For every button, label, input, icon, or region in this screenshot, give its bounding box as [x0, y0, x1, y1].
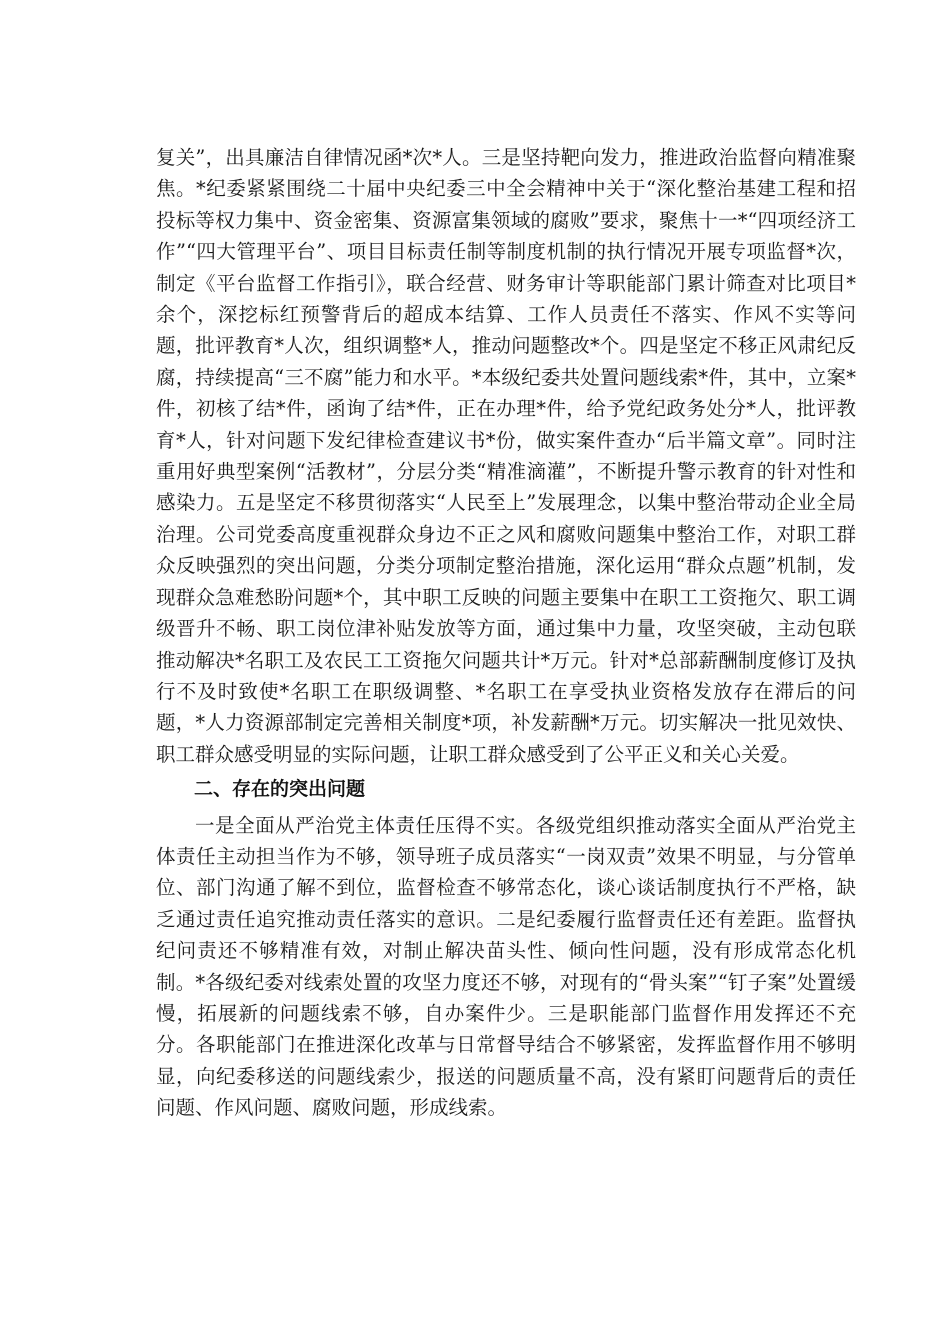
body-paragraph-problems: 一是全面从严治党主体责任压得不实。各级党组织推动落实全面从严治党主体责任主动担当作为不够，领导班子成员落实“一岗双责”效果不明显，与分管单位、部门沟通了解不到位，监督检查不够常态化，谈心谈话制度执行不严格，缺乏通过责任追究推动责任落实的意识。二是纪委履行监督责任还有差距。监督执纪问责还不够精准有效，对制止解决苗头性、倾向性问题，没有形成常态化机制。*各级纪委对线索处置的攻坚力度还不够，对现有的“骨头案”“钉子案”处置缓慢，拓展新的问题线索不够，自办案件少。三是职能部门监督作用发挥还不充分。各职能部门在推进深化改革与日常督导结合不够紧密，发挥监督作用不够明显，向纪委移送的问题线索少，报送的问题质量不高，没有紧盯问题背后的责任问题、作风问题、腐败问题，形成线索。: [156, 813, 856, 1120]
body-paragraph-continuation: 复关”，出具廉洁自律情况函*次*人。三是坚持靶向发力，推进政治监督向精准聚焦。*纪委紧紧围绕二十届中央纪委三中全会精神中关于“深化整治基建工程和招投标等权力集中、资金密集、资源富集领域的腐败”要求，聚焦十一*“四项经济工作”“四大管理平台”、项目目标责任制等制度机制的执行情况开展专项监督*次，制定《平台监督工作指引》，联合经营、财务审计等职能部门累计筛查对比项目*余个，深挖标红预警背后的超成本结算、工作人员责任不落实、作风不实等问题，批评教育*人次，组织调整*人，推动问题整改*个。四是坚定不移正风肃纪反腐，持续提高“三不腐”能力和水平。*本级纪委共处置问题线索*件，其中，立案*件，初核了结*件，函询了结*件，正在办理*件，给予党纪政务处分*人，批评教育*人，针对问题下发纪律检查建议书*份，做实案件查办“后半篇文章”。同时注重用好典型案例“活教材”，分层分类“精准滴灌”，不断提升警示教育的针对性和感染力。五是坚定不移贯彻落实“人民至上”发展理念，以集中整治带动企业全局治理。公司党委高度重视群众身边不正之风和腐败问题集中整治工作，对职工群众反映强烈的突出问题，分类分项制定整治措施，深化运用“群众点题”机制，发现群众急难愁盼问题*个，其中职工反映的问题主要集中在职工工资拖欠、职工调级晋升不畅、职工岗位津补贴发放等方面，通过集中力量，攻坚突破，主动包联推动解决*名职工及农民工工资拖欠问题共计*万元。针对*总部薪酬制度修订及执行不及时致使*名职工在职级调整、*名职工在享受执业资格发放存在滞后的问题，*人力资源部制定完善相关制度*项，补发薪酬*万元。切实解决一批见效快、职工群众感受明显的实际问题，让职工群众感受到了公平正义和关心关爱。: [156, 146, 856, 766]
section-heading: 二、存在的突出问题: [194, 778, 366, 801]
document-body: [156, 142, 856, 1124]
